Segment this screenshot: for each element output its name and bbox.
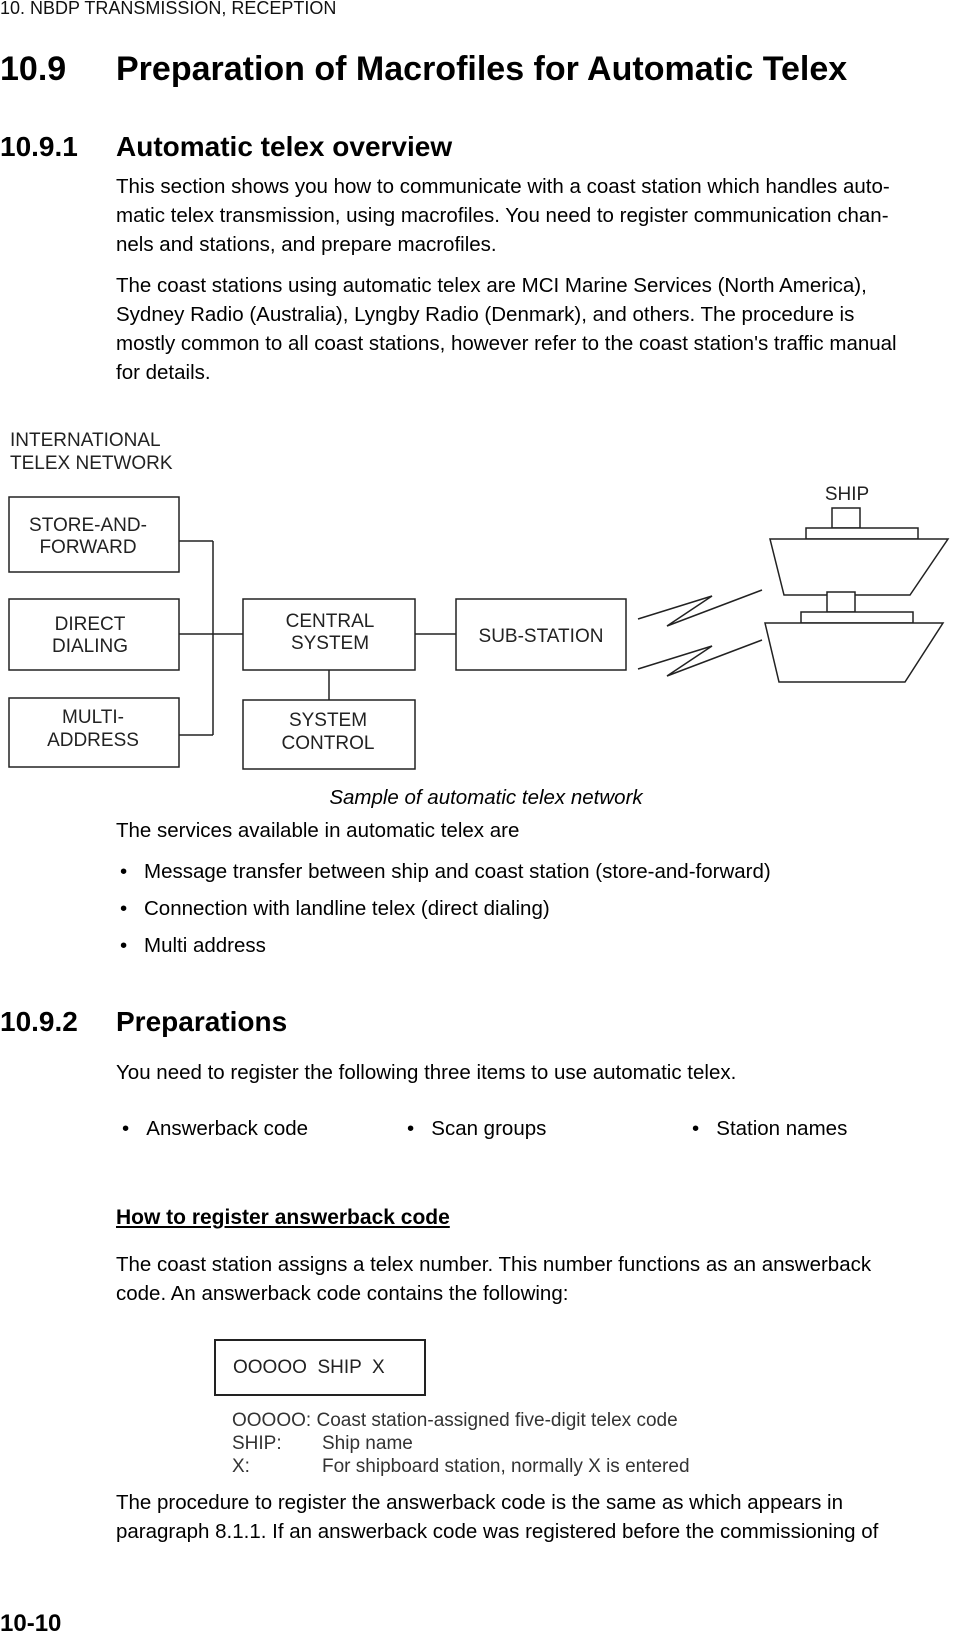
answerback-procedure-paragraph <box>116 1488 972 1546</box>
box-label: FORWARD <box>39 537 137 558</box>
box-label: DIRECT <box>54 614 126 635</box>
ship-icon <box>765 592 943 682</box>
overview-paragraph-2 <box>116 271 972 387</box>
text-line: code. An answerback code contains the following: <box>116 1282 569 1305</box>
figure-caption: Sample of automatic telex network <box>329 786 643 809</box>
list-item: • Multi address <box>116 927 972 964</box>
prep-item: • Station names <box>692 1117 848 1140</box>
text-line: paragraph 8.1.1. If an answerback code was registered before the commissioning of <box>116 1520 879 1543</box>
services-list <box>116 853 972 964</box>
box-label: MULTI- <box>62 707 124 728</box>
telex-network-diagram <box>0 420 972 780</box>
list-item: • Connection with landline telex (direct dialing) <box>116 890 972 927</box>
prep-item: • Scan groups <box>407 1117 547 1140</box>
answerback-code-example: OOOOO SHIP X <box>214 1339 426 1396</box>
page-number: 10-10 <box>0 1610 62 1637</box>
text-line: This section shows you how to communicate with a coast station which handles auto- <box>116 175 890 198</box>
list-item: • Message transfer between ship and coast station (store-and-forward) <box>116 853 972 890</box>
services-intro: The services available in automatic telex are <box>116 819 520 842</box>
box-label: SUB-STATION <box>478 626 604 647</box>
overview-paragraph-1 <box>116 172 972 259</box>
box-label: SYSTEM <box>290 633 370 654</box>
subsection-heading-overview <box>0 131 452 163</box>
prep-item: • Answerback code <box>122 1117 309 1140</box>
answerback-heading: How to register answerback code <box>116 1206 450 1229</box>
box-label: STORE-AND- <box>29 515 147 536</box>
text-line: mostly common to all coast stations, however refer to the coast station's traffic manual <box>116 332 897 355</box>
section-title: Preparation of Macrofiles for Automatic Telex <box>116 50 848 88</box>
box-label: CENTRAL <box>285 611 375 632</box>
text-line: The procedure to register the answerback code is the same as which appears in <box>116 1491 843 1514</box>
subsection-number: 10.9.2 <box>0 1006 78 1037</box>
box-label: SYSTEM <box>288 710 368 731</box>
network-label: TELEX NETWORK <box>10 453 173 474</box>
subsection-number: 10.9.1 <box>0 131 78 162</box>
legend-row: OOOOO: Coast station-assigned five-digit telex code <box>232 1410 678 1431</box>
text-line: Sydney Radio (Australia), Lyngby Radio (Denmark), and others. The procedure is <box>116 303 855 326</box>
ship-icon <box>770 508 948 595</box>
box-label: DIALING <box>51 636 129 657</box>
box-label: ADDRESS <box>47 730 139 751</box>
network-label: INTERNATIONAL <box>10 430 161 451</box>
subsection-heading-preparations <box>0 1006 287 1038</box>
preparations-intro: You need to register the following three items to use automatic telex. <box>116 1061 737 1084</box>
radio-link-icon <box>638 590 762 626</box>
ship-label: SHIP <box>824 484 870 505</box>
box-label: CONTROL <box>281 733 375 754</box>
answerback-paragraph <box>116 1250 972 1308</box>
text-line: The coast stations using automatic telex are MCI Marine Services (North America), <box>116 274 867 297</box>
text-line: matic telex transmission, using macrofiles. You need to register communication chan- <box>116 204 889 227</box>
radio-link-icon <box>638 640 762 676</box>
legend-row: SHIP: Ship name <box>232 1433 413 1454</box>
subsection-title: Preparations <box>116 1006 288 1037</box>
text-line: The coast station assigns a telex number. This number functions as an answerback <box>116 1253 872 1276</box>
legend-row: X: For shipboard station, normally X is entered <box>232 1456 690 1477</box>
subsection-title: Automatic telex overview <box>116 131 453 162</box>
text-line: for details. <box>116 361 211 384</box>
text-line: nels and stations, and prepare macrofiles. <box>116 233 497 256</box>
running-header: 10. NBDP TRANSMISSION, RECEPTION <box>0 0 337 18</box>
section-heading <box>0 50 847 89</box>
section-number: 10.9 <box>0 50 67 88</box>
